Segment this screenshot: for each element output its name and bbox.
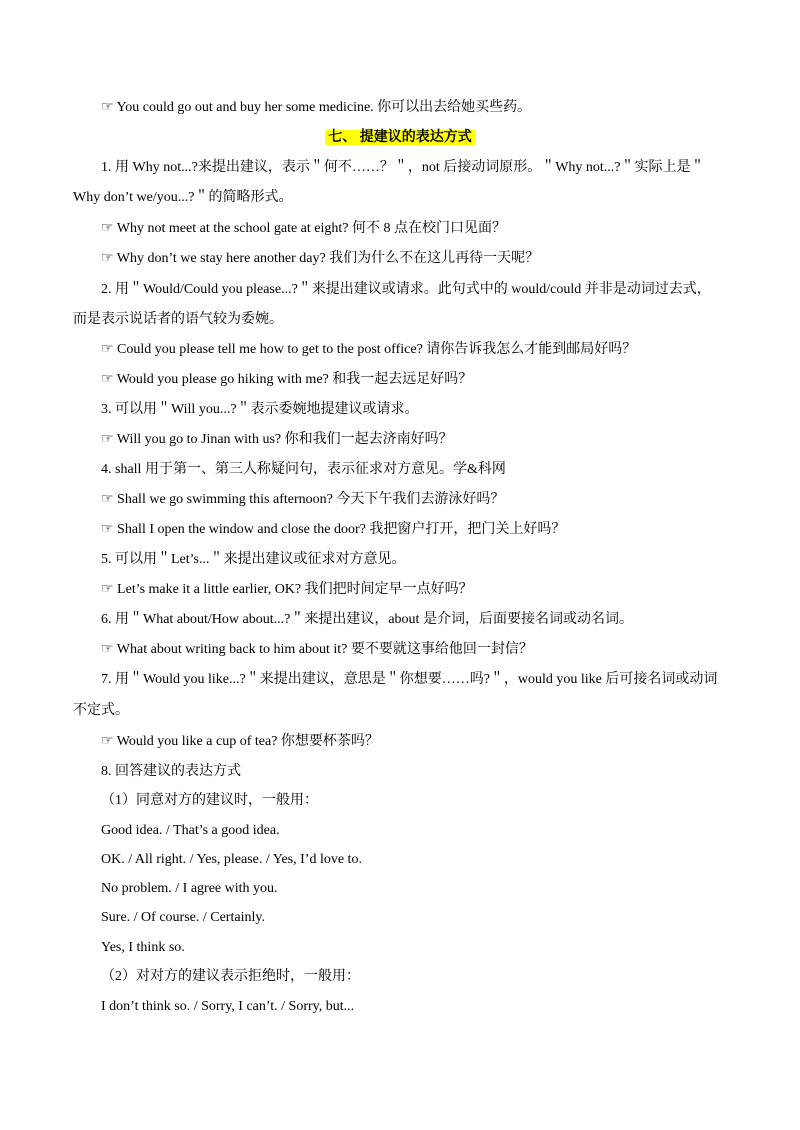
answer-line: OK. / All right. / Yes, please. / Yes, I’d love to. bbox=[101, 852, 362, 867]
answer-line: Good idea. / That’s a good idea. bbox=[101, 823, 280, 838]
example-line: ☞ Let’s make it a little earlier, OK? 我们把时间定早一点好吗？ bbox=[101, 582, 473, 597]
rule-paragraph: 6. 用＂What about/How about...?＂来提出建议，about 是介词，后面要接名词或动名词。 bbox=[101, 612, 633, 627]
rule-paragraph-continued: Why don’t we/you...?＂的简略形式。 bbox=[73, 190, 293, 205]
section-title-text: 七、 提建议的表达方式 bbox=[325, 130, 475, 145]
example-line: ☞ Would you like a cup of tea? 你想要杯茶吗？ bbox=[101, 734, 379, 749]
answer-line: Yes, I think so. bbox=[101, 940, 185, 955]
section-title bbox=[0, 128, 800, 148]
rule-paragraph: 7. 用＂Would you like...?＂来提出建议，意思是＂你想要……吗?＂，would you like 后可接名词或动词 bbox=[101, 672, 718, 687]
rule-paragraph: 3. 可以用＂Will you...?＂表示委婉地提建议或请求。 bbox=[101, 402, 419, 417]
example-line: ☞ What about writing back to him about it? 要不要就这事给他回一封信？ bbox=[101, 642, 533, 657]
rule-paragraph: 5. 可以用＂Let’s...＂来提出建议或征求对方意见。 bbox=[101, 552, 406, 567]
rule-paragraph-continued: 而是表示说话者的语气较为委婉。 bbox=[73, 312, 283, 327]
example-line: ☞ Why don’t we stay here another day? 我们为什么不在这儿再待一天呢？ bbox=[101, 251, 540, 266]
rule-paragraph: 1. 用 Why not...?来提出建议，表示＂何不……？＂，not 后接动词原形。＂Why not...?＂实际上是＂ bbox=[101, 160, 705, 175]
rule-paragraph: 4. shall 用于第一、第三人称疑问句，表示征求对方意见。学&科网 bbox=[101, 462, 506, 477]
example-line: ☞ Could you please tell me how to get to the post office? 请你告诉我怎么才能到邮局好吗？ bbox=[101, 342, 637, 357]
sub-heading: （1）同意对方的建议时，一般用： bbox=[101, 793, 318, 808]
sub-heading: （2）对对方的建议表示拒绝时，一般用： bbox=[101, 969, 360, 984]
example-line: ☞ Will you go to Jinan with us? 你和我们一起去济南好吗？ bbox=[101, 432, 453, 447]
answer-line: No problem. / I agree with you. bbox=[101, 881, 278, 896]
rule-paragraph-continued: 不定式。 bbox=[73, 703, 129, 718]
example-line: ☞ You could go out and buy her some medicine. 你可以出去给她买些药。 bbox=[101, 100, 532, 115]
rule-paragraph: 2. 用＂Would/Could you please...?＂来提出建议或请求。此句式中的 would/could 并非是动词过去式， bbox=[101, 282, 711, 297]
answer-line: Sure. / Of course. / Certainly. bbox=[101, 910, 265, 925]
example-line: ☞ Why not meet at the school gate at eight? 何不 8 点在校门口见面？ bbox=[101, 221, 506, 236]
rule-paragraph: 8. 回答建议的表达方式 bbox=[101, 764, 241, 779]
example-line: ☞ Shall we go swimming this afternoon? 今天下午我们去游泳好吗？ bbox=[101, 492, 505, 507]
example-line: ☞ Would you please go hiking with me? 和我一起去远足好吗？ bbox=[101, 372, 473, 387]
example-line: ☞ Shall I open the window and close the door? 我把窗户打开，把门关上好吗？ bbox=[101, 522, 566, 537]
answer-line: I don’t think so. / Sorry, I can’t. / Sorry, but... bbox=[101, 999, 355, 1014]
